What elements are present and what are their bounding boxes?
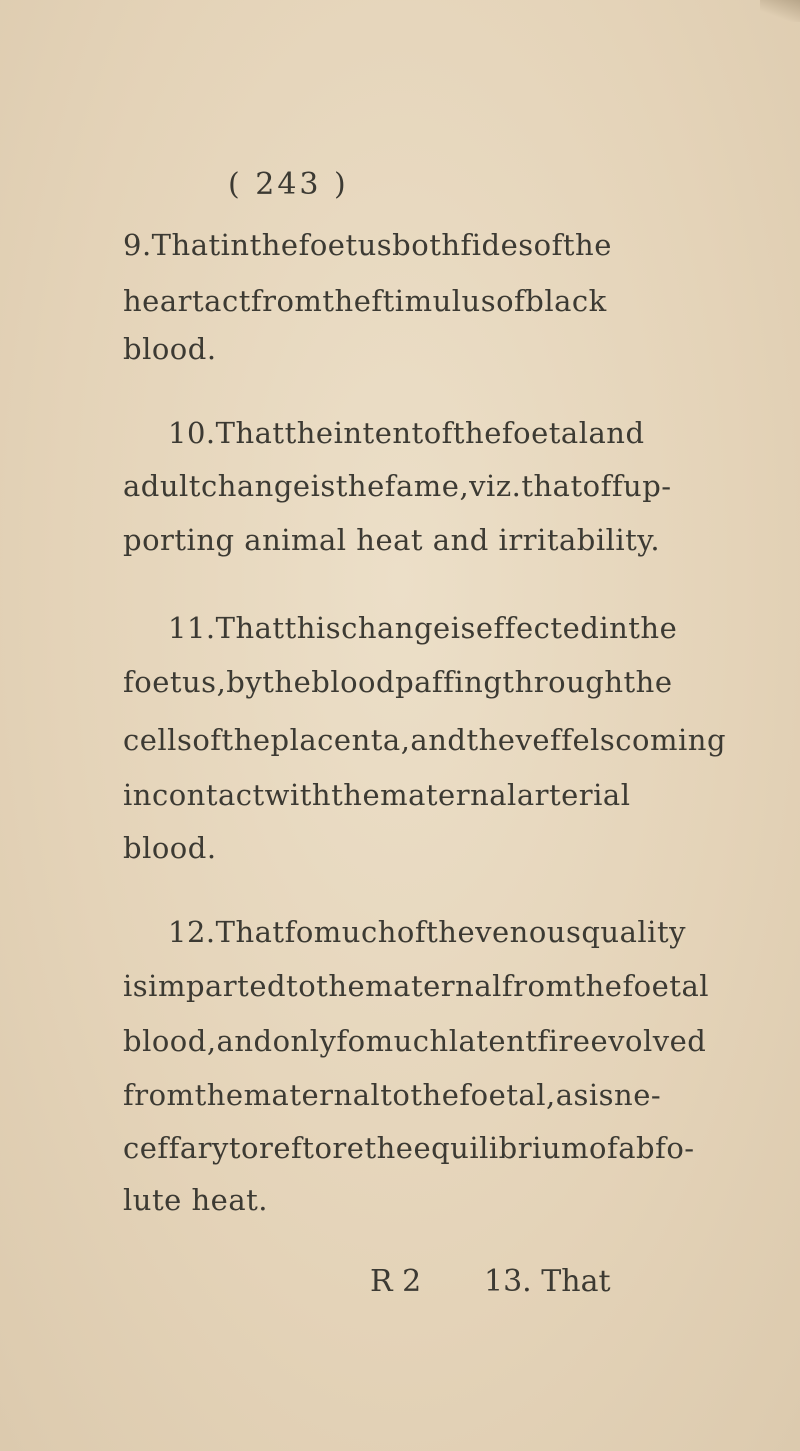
word: only xyxy=(272,1024,337,1058)
word: the xyxy=(452,416,502,450)
word: by xyxy=(226,665,263,699)
word: 11. xyxy=(168,611,216,645)
word: the xyxy=(331,778,381,812)
word: quality xyxy=(581,915,686,949)
word: as xyxy=(555,1078,589,1112)
word: of xyxy=(192,723,222,757)
word: change xyxy=(200,469,311,503)
word: reftore xyxy=(259,1131,365,1165)
word: in xyxy=(599,611,629,645)
word: latent xyxy=(448,1024,538,1058)
word: to xyxy=(228,1131,260,1165)
word: the xyxy=(284,416,334,450)
word: foetus, xyxy=(123,665,227,699)
word: foetal, xyxy=(459,1078,556,1112)
text-line xyxy=(123,1128,695,1168)
word: That xyxy=(151,228,221,262)
word: coming xyxy=(615,723,727,757)
word: the xyxy=(262,665,312,699)
word: in xyxy=(220,228,250,262)
word: from xyxy=(250,284,323,318)
text-line xyxy=(123,775,631,815)
word: both xyxy=(392,228,461,262)
word: the xyxy=(249,228,299,262)
word: the xyxy=(562,228,612,262)
text-line xyxy=(123,225,612,265)
text-line xyxy=(123,466,672,506)
catchword: 13. That xyxy=(484,1264,611,1299)
word: change xyxy=(341,611,451,645)
word: 12. xyxy=(168,915,216,949)
text-line xyxy=(123,1021,707,1061)
word: fo xyxy=(284,915,314,949)
word: foetal xyxy=(501,416,589,450)
word: intent xyxy=(333,416,424,450)
word: 9. xyxy=(123,228,152,262)
word: of xyxy=(589,1131,619,1165)
word: to xyxy=(286,969,317,1003)
text-line xyxy=(123,662,673,702)
text-line xyxy=(123,720,727,760)
word: ne- xyxy=(614,1078,662,1112)
word: evolved xyxy=(590,1024,707,1058)
word: much xyxy=(313,915,397,949)
word: fire xyxy=(537,1024,591,1058)
word: viz. xyxy=(469,469,522,503)
text-line xyxy=(168,608,678,648)
word: fides xyxy=(460,228,534,262)
word: equilibrium xyxy=(413,1131,590,1165)
word: the xyxy=(364,1131,414,1165)
word: abfo- xyxy=(618,1131,695,1165)
word: from xyxy=(123,1078,195,1112)
word: effected xyxy=(475,611,600,645)
word: That xyxy=(215,416,285,450)
word: and xyxy=(588,416,645,450)
word: is xyxy=(310,469,336,503)
word: maternal xyxy=(365,969,502,1003)
word: fame, xyxy=(384,469,470,503)
word: of xyxy=(396,915,427,949)
word: the xyxy=(623,665,673,699)
word: the xyxy=(410,1078,460,1112)
word: veffels xyxy=(515,723,616,757)
word: the xyxy=(466,723,516,757)
word: placenta, xyxy=(270,723,411,757)
text-line xyxy=(168,413,645,453)
word: with xyxy=(264,778,332,812)
word: of xyxy=(423,416,453,450)
text-line: blood. xyxy=(123,332,217,366)
word: That xyxy=(215,915,285,949)
word: venous xyxy=(475,915,582,949)
word: ftimulus xyxy=(371,284,497,318)
word: of xyxy=(533,228,563,262)
word: the xyxy=(335,469,385,503)
word: That xyxy=(215,611,285,645)
word: cells xyxy=(123,723,193,757)
word: is xyxy=(123,969,149,1003)
text-line xyxy=(168,912,686,952)
word: imparted xyxy=(148,969,287,1003)
word: fo xyxy=(336,1024,366,1058)
word: from xyxy=(501,969,574,1003)
word: and xyxy=(410,723,467,757)
word: blood xyxy=(311,665,396,699)
word: is xyxy=(588,1078,615,1112)
word: 10. xyxy=(168,416,216,450)
word: the xyxy=(628,611,678,645)
word: the xyxy=(322,284,372,318)
word: contact xyxy=(151,778,265,812)
text-line: blood. xyxy=(123,831,217,865)
word: this xyxy=(284,611,342,645)
word: of xyxy=(582,469,612,503)
page-number: ( 243 ) xyxy=(228,167,349,202)
word: heart xyxy=(123,284,205,318)
word: paffing xyxy=(395,665,503,699)
word: the xyxy=(426,915,476,949)
word: arterial xyxy=(516,778,631,812)
word: foetus xyxy=(298,228,393,262)
word: through xyxy=(502,665,624,699)
word: that xyxy=(521,469,583,503)
word: adult xyxy=(123,469,201,503)
text-line xyxy=(123,1075,662,1115)
word: is xyxy=(450,611,476,645)
word: maternal xyxy=(243,1078,381,1112)
signature-mark: R 2 xyxy=(370,1264,422,1299)
word: the xyxy=(573,969,623,1003)
word: much xyxy=(365,1024,449,1058)
word: fup- xyxy=(611,469,672,503)
text-line: porting animal heat and irritability. xyxy=(123,523,661,557)
word: of xyxy=(496,284,526,318)
word: the xyxy=(194,1078,244,1112)
word: blood, xyxy=(123,1024,217,1058)
word: foetal xyxy=(622,969,710,1003)
word: and xyxy=(216,1024,273,1058)
word: to xyxy=(380,1078,411,1112)
text-line xyxy=(123,966,710,1006)
word: in xyxy=(123,778,152,812)
word: maternal xyxy=(380,778,517,812)
text-line: lute heat. xyxy=(123,1183,268,1217)
word: the xyxy=(221,723,271,757)
word: act xyxy=(204,284,251,318)
word: ceffary xyxy=(123,1131,229,1165)
page-edge-shadow xyxy=(760,0,800,22)
word: the xyxy=(316,969,366,1003)
word: black xyxy=(525,284,607,318)
text-line xyxy=(123,281,607,321)
